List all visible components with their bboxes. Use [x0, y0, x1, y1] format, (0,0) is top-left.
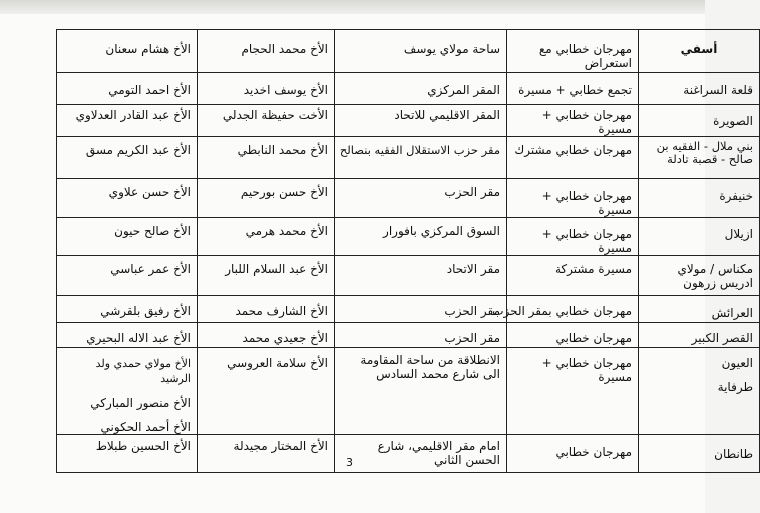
cell-place: الانطلاقة من ساحة المقاومة الى شارع محمد السادس — [335, 348, 507, 435]
city-name-secondary: طرفاية — [717, 380, 753, 394]
cell-type: مهرجان خطابي — [507, 323, 639, 348]
table-row — [57, 256, 760, 296]
cell-type: مهرجان خطابي + مسيرة — [507, 218, 639, 256]
cell-type: مهرجان خطابي مع استعراض — [507, 30, 639, 73]
cell-speaker2: الأخ صالح حيون — [57, 218, 198, 256]
speaker-name: الأخ مولاي حمدي ولد الرشيد — [95, 357, 191, 385]
cell-speaker2: الأخ احمد التومي — [57, 73, 198, 105]
cell-city: طانطان — [639, 435, 760, 473]
cell-speaker2: الأخ هشام سعنان — [57, 30, 198, 73]
speaker-name: الأخ منصور المباركي — [90, 396, 191, 410]
cell-speaker2: الأخ عمر عباسي — [57, 256, 198, 296]
table-row — [57, 137, 760, 179]
cell-speaker1: الأخ الشارف محمد — [198, 296, 335, 323]
cell-place: مقر الحزب — [335, 179, 507, 218]
cell-speaker1: الأخ المختار مجيدلة — [198, 435, 335, 473]
table-row — [57, 179, 760, 218]
scan-edge — [0, 0, 705, 14]
cell-type: مهرجان خطابي — [507, 435, 639, 473]
table-row — [57, 73, 760, 105]
table-row — [57, 105, 760, 137]
cell-place: مقر الحزب — [335, 296, 507, 323]
city-name: العيون — [721, 356, 753, 370]
cell-speaker1: الأخ يوسف اخديد — [198, 73, 335, 105]
cell-speaker1: الأخت حفيظة الجدلي — [198, 105, 335, 137]
cell-place: مقر الاتحاد — [335, 256, 507, 296]
cell-speaker2: الأخ رفيق بلقرشي — [57, 296, 198, 323]
cell-place: مقر الحزب — [335, 323, 507, 348]
cell-place: ساحة مولاي يوسف — [335, 30, 507, 73]
cell-speaker1: الأخ محمد الحجام — [198, 30, 335, 73]
cell-type: مهرجان خطابي + مسيرة — [507, 105, 639, 137]
table-row — [57, 348, 760, 435]
cell-speaker2: الأخ عبد القادر العدلاوي — [57, 105, 198, 137]
cell-city: أسفي — [639, 30, 760, 73]
cell-speaker2 — [57, 348, 198, 435]
cell-place: مقر حزب الاستقلال الفقيه بنصالح — [335, 137, 507, 179]
cell-type: مهرجان خطابي مشترك — [507, 137, 639, 179]
cell-speaker1: الأخ محمد النابطي — [198, 137, 335, 179]
cell-city: الصويرة — [639, 105, 760, 137]
speaker-name: الأخ أحمد الحكوني — [100, 420, 191, 434]
cell-type: مهرجان خطابي بمقر الحزب — [507, 296, 639, 323]
cell-city: قلعة السراغنة — [639, 73, 760, 105]
cell-city — [639, 348, 760, 435]
cell-speaker2: الأخ عبد الاله البحيري — [57, 323, 198, 348]
page-number: 3 — [346, 456, 353, 469]
table-row — [57, 296, 760, 323]
cell-type: مسيرة مشتركة — [507, 256, 639, 296]
cell-speaker1: الأخ محمد هرمي — [198, 218, 335, 256]
cell-place: امام مقر الاقليمي، شارع الحسن الثاني — [335, 435, 507, 473]
cell-city: بني ملال - الفقيه بن صالح - قصبة تادلة — [639, 137, 760, 179]
cell-place: المقر المركزي — [335, 73, 507, 105]
schedule-table — [56, 29, 760, 473]
cell-speaker2: الأخ حسن علاوي — [57, 179, 198, 218]
cell-city: خنيفرة — [639, 179, 760, 218]
table-row — [57, 218, 760, 256]
cell-type: مهرجان خطابي + مسيرة — [507, 179, 639, 218]
table-row — [57, 30, 760, 73]
cell-type: تجمع خطابي + مسيرة — [507, 73, 639, 105]
table-row — [57, 323, 760, 348]
cell-city: القصر الكبير — [639, 323, 760, 348]
cell-speaker1: الأخ جعيدي محمد — [198, 323, 335, 348]
cell-speaker2: الأخ عبد الكريم مسق — [57, 137, 198, 179]
cell-speaker1: الأخ حسن بورحيم — [198, 179, 335, 218]
cell-city: العرائش — [639, 296, 760, 323]
cell-type: مهرجان خطابي + مسيرة — [507, 348, 639, 435]
cell-city: ازيلال — [639, 218, 760, 256]
cell-city: مكناس / مولاي ادريس زرهون — [639, 256, 760, 296]
table-row — [57, 435, 760, 473]
cell-speaker1: الأخ سلامة العروسي — [198, 348, 335, 435]
cell-place: المقر الاقليمي للاتحاد — [335, 105, 507, 137]
cell-place: السوق المركزي بافورار — [335, 218, 507, 256]
cell-speaker1: الأخ عبد السلام اللبار — [198, 256, 335, 296]
cell-speaker2: الأخ الحسين طبلاط — [57, 435, 198, 473]
